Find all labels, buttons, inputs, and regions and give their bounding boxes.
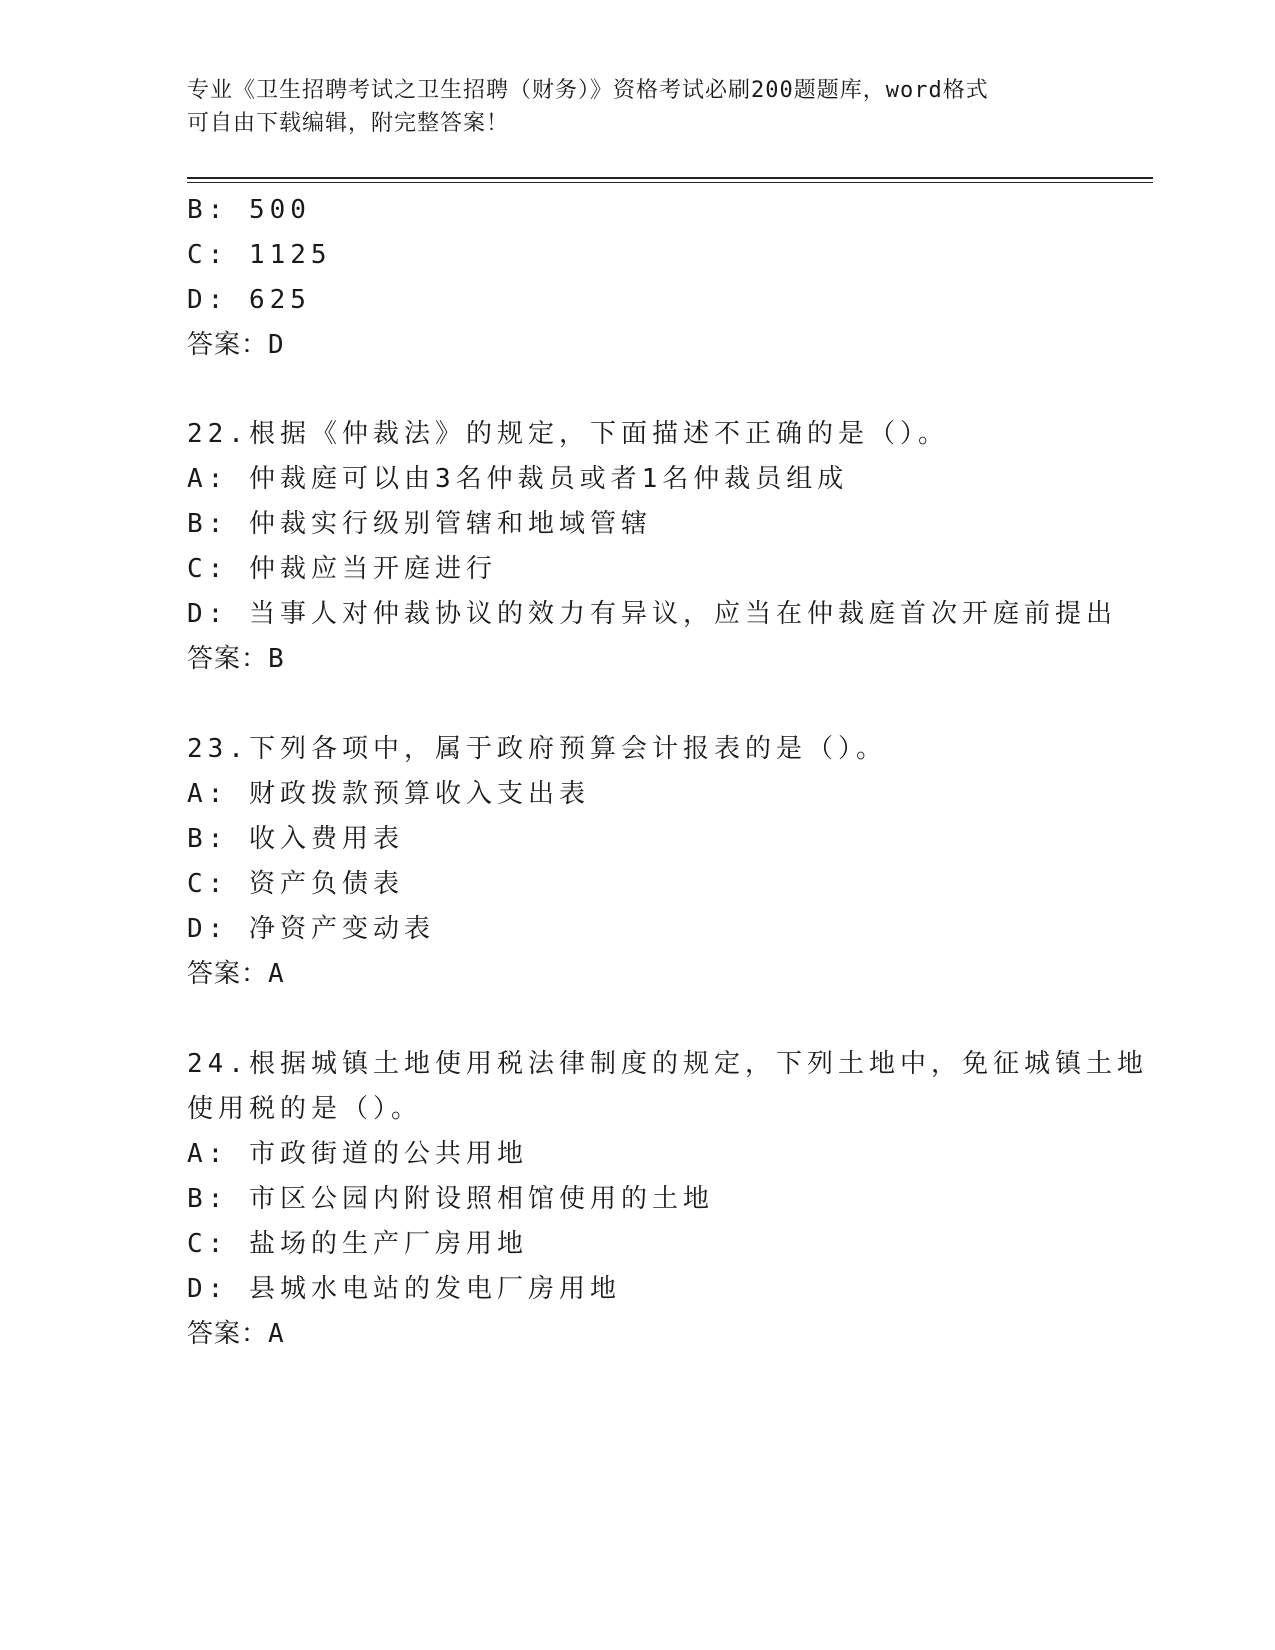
- q23-answer: 答案：A: [187, 959, 285, 989]
- q22-option-d: D: 当事人对仲裁协议的效力有异议，应当在仲裁庭首次开庭前提出: [187, 599, 1117, 629]
- q22-stem: 22.根据《仲裁法》的规定，下面描述不正确的是（）。: [187, 419, 949, 449]
- q24-answer: 答案：A: [187, 1319, 285, 1349]
- q24-option-c: C: 盐场的生产厂房用地: [187, 1229, 528, 1259]
- q24-stem-line-2: 使用税的是（）。: [187, 1094, 423, 1124]
- q22-option-c: C: 仲裁应当开庭进行: [187, 554, 497, 584]
- q23-option-c: C: 资产负债表: [187, 869, 404, 899]
- q24-option-d: D: 县城水电站的发电厂房用地: [187, 1274, 621, 1304]
- header-line-2: 可自由下载编辑，附完整答案！: [187, 111, 510, 136]
- q24-option-a: A: 市政街道的公共用地: [187, 1139, 528, 1169]
- q21-option-b: B: 500: [187, 195, 311, 225]
- q24-stem-line-1: 24.根据城镇土地使用税法律制度的规定，下列土地中，免征城镇土地: [187, 1049, 1148, 1079]
- q22-answer: 答案：B: [187, 644, 285, 674]
- header-rule-thick: [187, 177, 1153, 179]
- q21-option-c: C: 1125: [187, 240, 332, 270]
- q23-option-d: D: 净资产变动表: [187, 914, 435, 944]
- q21-answer: 答案：D: [187, 330, 285, 360]
- q21-option-d: D: 625: [187, 285, 311, 315]
- q22-option-a: A: 仲裁庭可以由3名仲裁员或者1名仲裁员组成: [187, 464, 849, 494]
- q24-option-b: B: 市区公园内附设照相馆使用的土地: [187, 1184, 714, 1214]
- header-rule-thin: [187, 182, 1153, 183]
- q23-option-a: A: 财政拨款预算收入支出表: [187, 779, 590, 809]
- q22-option-b: B: 仲裁实行级别管辖和地域管辖: [187, 509, 652, 539]
- header-line-1: 专业《卫生招聘考试之卫生招聘（财务）》资格考试必刷200题题库，word格式: [187, 78, 989, 103]
- q23-option-b: B: 收入费用表: [187, 824, 404, 854]
- document-header: [187, 74, 1087, 140]
- q23-stem: 23.下列各项中，属于政府预算会计报表的是（）。: [187, 734, 887, 764]
